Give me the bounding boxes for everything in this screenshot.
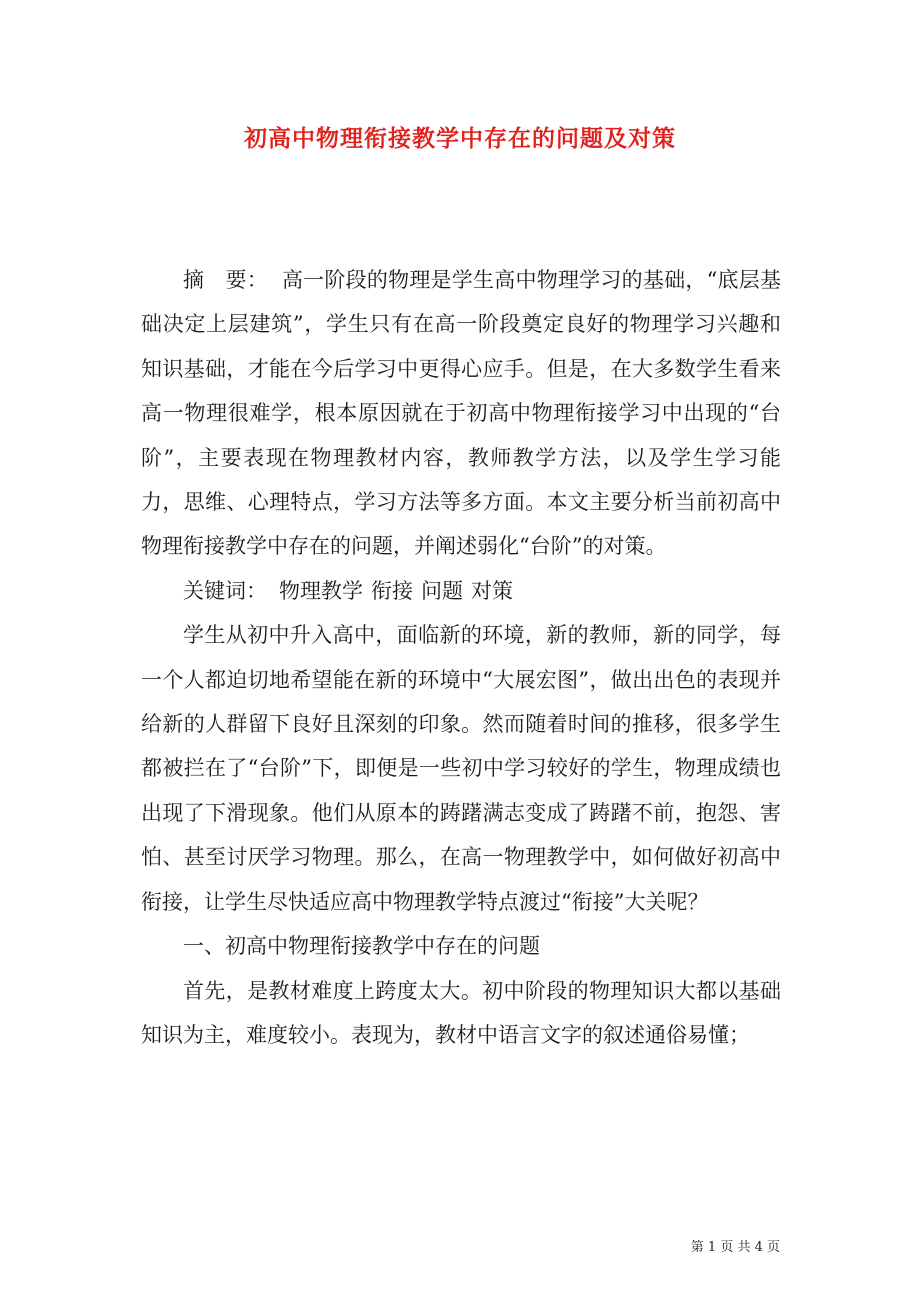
page-footer: 第 1 页 共 4 页 (690, 1240, 780, 1255)
document-title: 初高中物理衔接教学中存在的问题及对策 (244, 125, 676, 152)
keywords-paragraph (141, 569, 781, 613)
keyword: 对策 (471, 578, 513, 603)
body-paragraph: 学生从初中升入高中，面临新的环境，新的教师，新的同学，每一个人都迫切地希望能在新的环境中“大展宏图”，做出出色的表现并给新的人群留下良好且深刻的印象。然而随着时间的推移，很多学生都被拦在了“台阶”下，即便是一些初中学习较好的学生，物理成绩也出现了下滑现象。他们从原本的踌躇满志变成了踌躇不前，抱怨、害怕、甚至讨厌学习物理。那么，在高一物理教学中，如何做好初高中衔接，让学生尽快适应高中物理教学特点渡过“衔接”大关呢？ (141, 623, 781, 914)
keyword: 物理教学 (279, 578, 363, 603)
abstract-label: 摘 要： (183, 268, 268, 292)
abstract-paragraph (141, 258, 781, 569)
section-heading: 一、初高中物理衔接教学中存在的问题 (183, 934, 540, 959)
document-body (141, 258, 781, 1057)
abstract-text: 高一阶段的物理是学生高中物理学习的基础，“底层基础决定上层建筑”，学生只有在高一阶段奠定良好的物理学习兴趣和知识基础，才能在今后学习中更得心应手。但是，在大多数学生看来高一物理很难学，根本原因就在于初高中物理衔接学习中出现的“台阶”，主要表现在物理教材内容，教师教学方法，以及学生学习能力，思维、心理特点，学习方法等多方面。本文主要分析当前初高中物理衔接教学中存在的问题，并阐述弱化“台阶”的对策。 (141, 268, 782, 559)
keywords-label: 关键词： (183, 578, 267, 603)
body-paragraph: 首先，是教材难度上跨度太大。初中阶段的物理知识大都以基础知识为主，难度较小。表现为，教材中语言文字的叙述通俗易懂； (141, 978, 781, 1047)
keyword: 问题 (421, 578, 463, 603)
keyword: 衔接 (371, 578, 413, 603)
